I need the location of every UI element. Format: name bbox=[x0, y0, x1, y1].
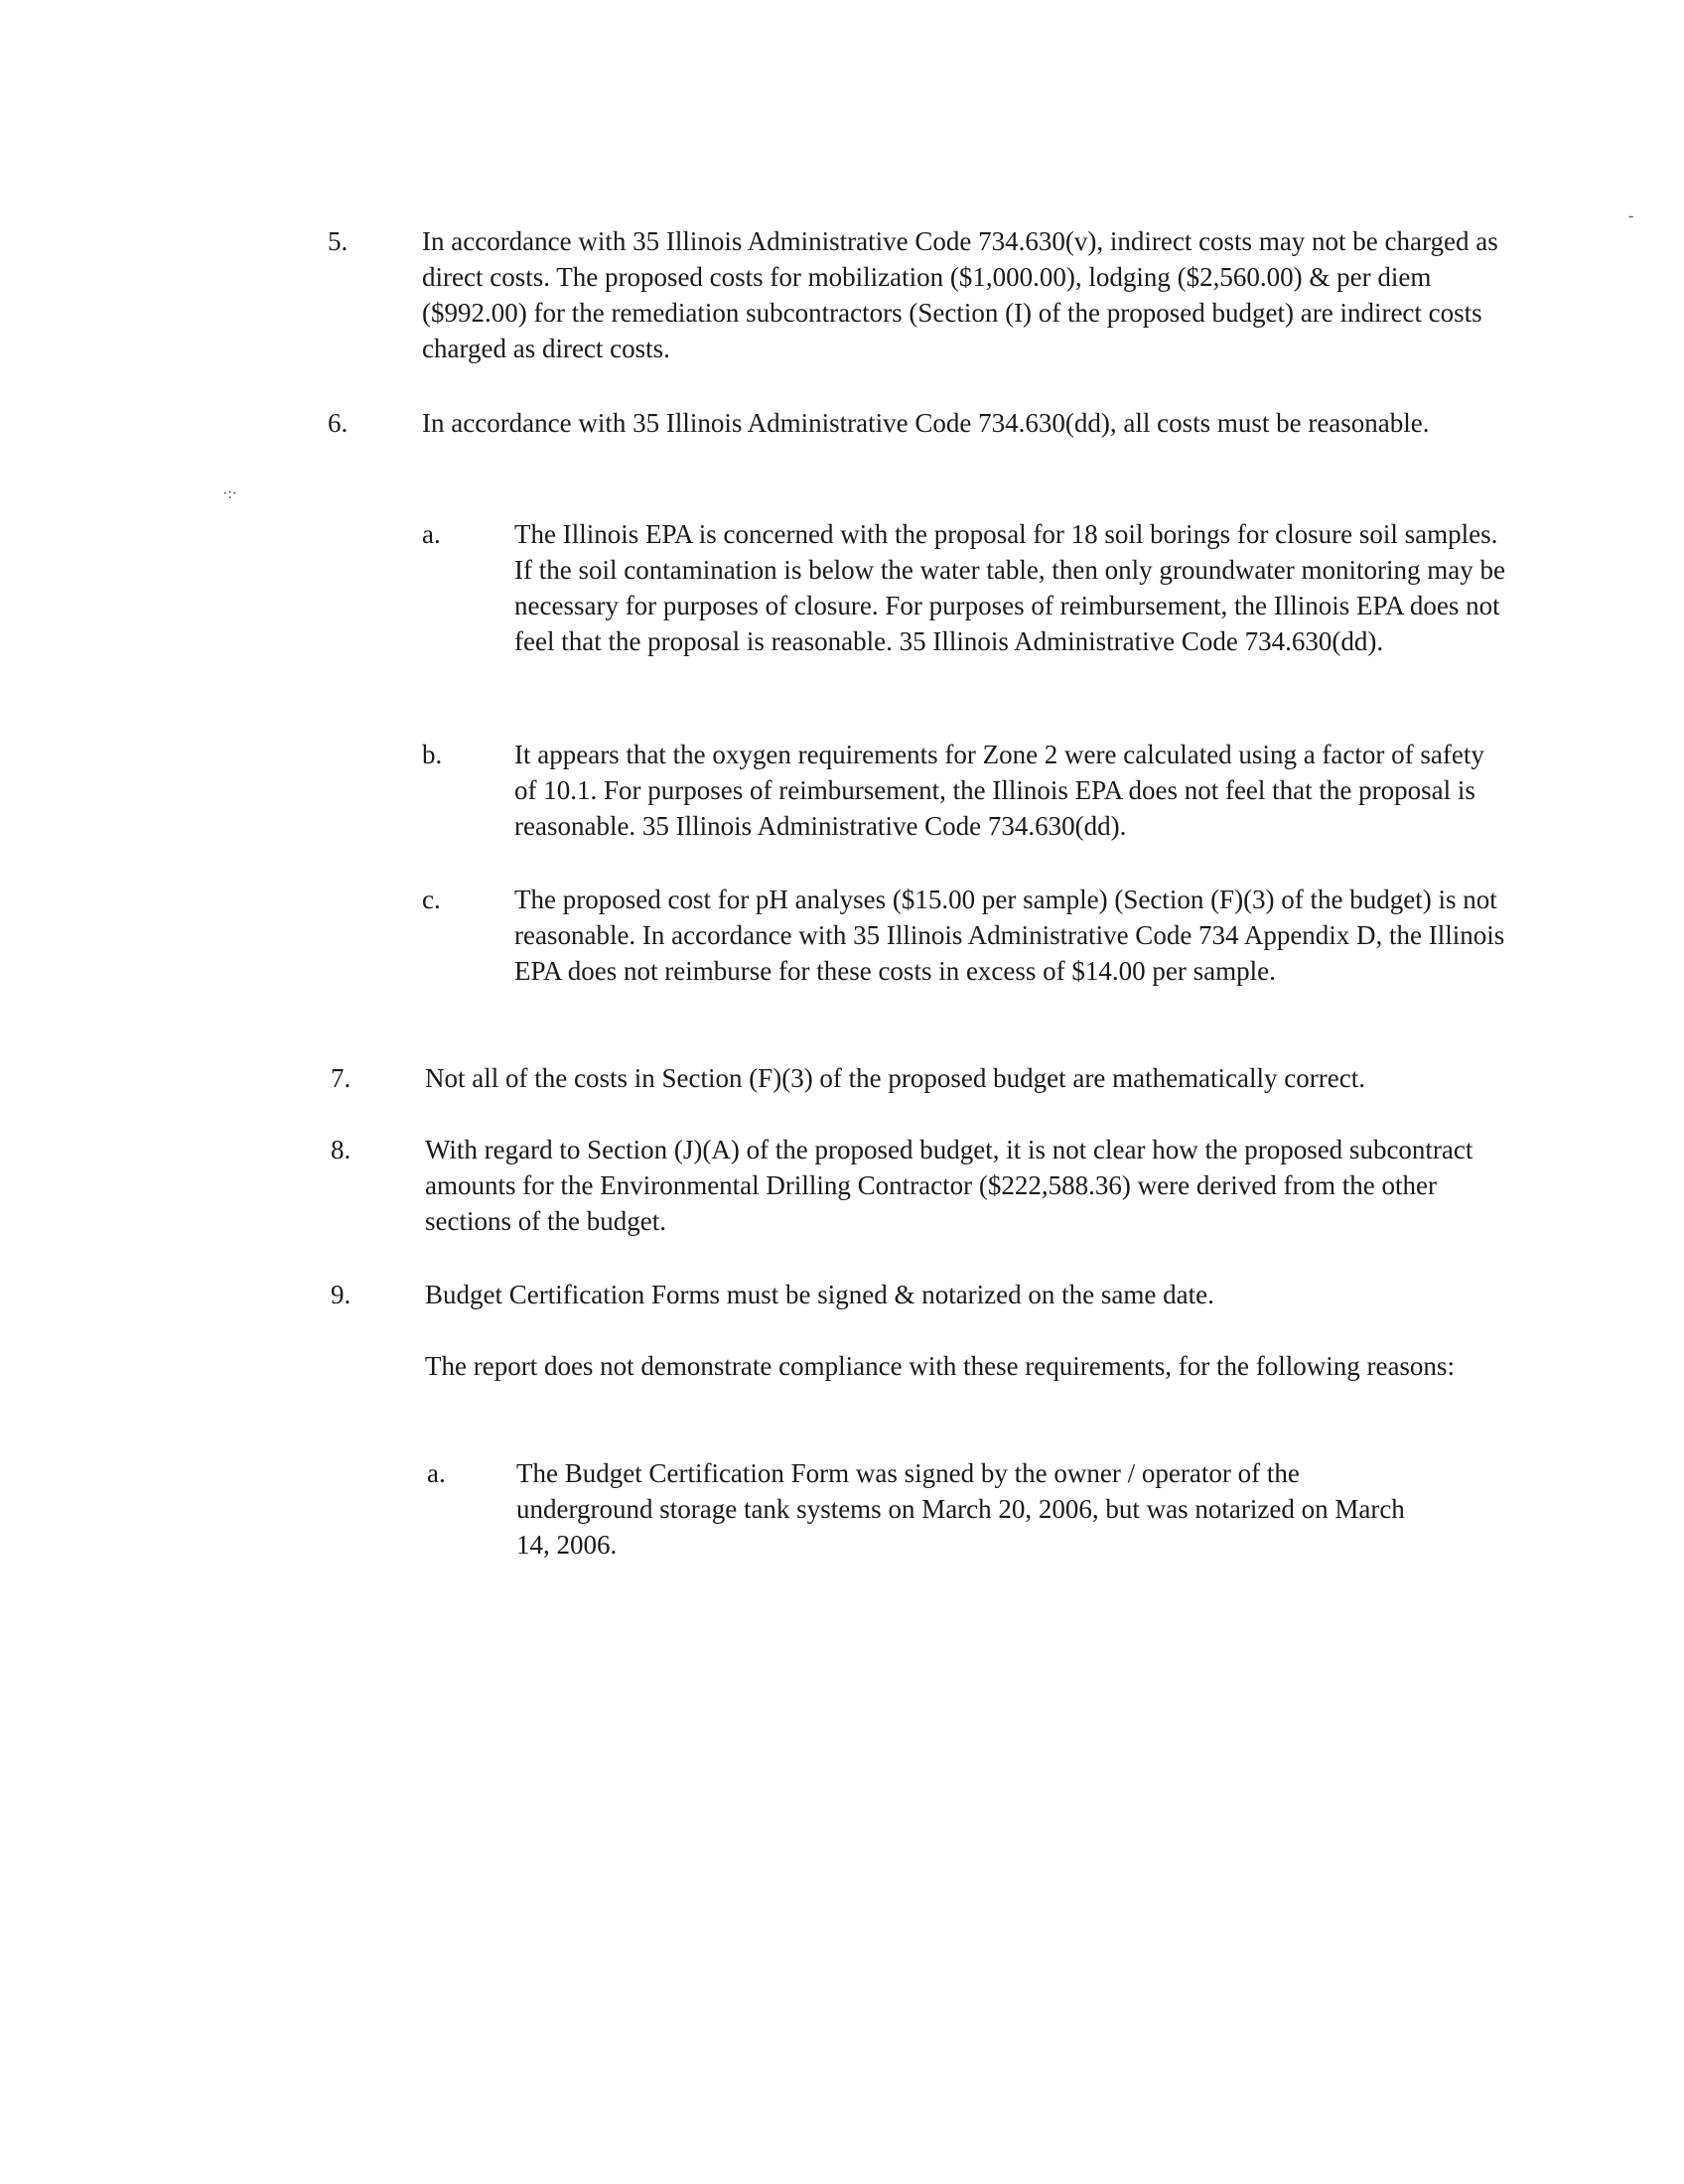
item-number: 9. bbox=[331, 1280, 351, 1309]
scan-speck: - bbox=[1628, 207, 1634, 224]
subitem-letter: a. bbox=[427, 1458, 446, 1488]
subitem-letter: a. bbox=[422, 519, 441, 549]
item-number: 6. bbox=[328, 408, 349, 438]
item-number: 5. bbox=[328, 226, 349, 256]
item-text: In accordance with 35 Illinois Administrative Code 734.630(dd), all costs must be reasonable. bbox=[422, 408, 1430, 438]
item-number: 8. bbox=[331, 1135, 351, 1164]
subitem-text: The Budget Certification Form was signed by the owner / operator of the underground storage tank systems on March 20, 2006, but was notarized on March 14, 2006. bbox=[516, 1458, 1405, 1560]
scan-speck: ·:· bbox=[222, 485, 238, 502]
subitem-text: The proposed cost for pH analyses ($15.00 per sample) (Section (F)(3) of the budget) is not reasonable. In accordance with 35 Illinois Administrative Code 734 Appendix D, the Illinois EPA does not reimburse for these costs in excess of $14.00 per sample. bbox=[514, 885, 1505, 986]
item-followup-text: The report does not demonstrate compliance with these requirements, for the following reasons: bbox=[425, 1351, 1455, 1381]
subitem-text: It appears that the oxygen requirements for Zone 2 were calculated using a factor of safety of 10.1. For purposes of reimbursement, the Illinois EPA does not feel that the proposal is reasonable. 35 Illinois Administrative Code 734.630(dd). bbox=[514, 740, 1484, 841]
item-text: Not all of the costs in Section (F)(3) of the proposed budget are mathematically correct. bbox=[425, 1063, 1365, 1093]
item-number: 7. bbox=[331, 1063, 351, 1093]
subitem-text: The Illinois EPA is concerned with the proposal for 18 soil borings for closure soil samples. If the soil contamination is below the water table, then only groundwater monitoring may be necessary for purposes of closure. For purposes of reimbursement, the Illinois EPA does not feel that the proposal is reasonable. 35 Illinois Administrative Code 734.630(dd). bbox=[514, 519, 1505, 656]
item-text: Budget Certification Forms must be signed & notarized on the same date. bbox=[425, 1280, 1214, 1309]
item-text: In accordance with 35 Illinois Administrative Code 734.630(v), indirect costs may not be charged as direct costs. The proposed costs for mobilization ($1,000.00), lodging ($2,560.00) & per diem ($992.00) for the remediation subcontractors (Section (I) of the proposed budget) are indirect costs charged as direct costs. bbox=[422, 226, 1498, 363]
item-text: With regard to Section (J)(A) of the proposed budget, it is not clear how the proposed subcontract amounts for the Environmental Drilling Contractor ($222,588.36) were derived from the other sections of the budget. bbox=[425, 1135, 1474, 1236]
subitem-letter: b. bbox=[422, 740, 443, 769]
subitem-letter: c. bbox=[422, 885, 441, 914]
